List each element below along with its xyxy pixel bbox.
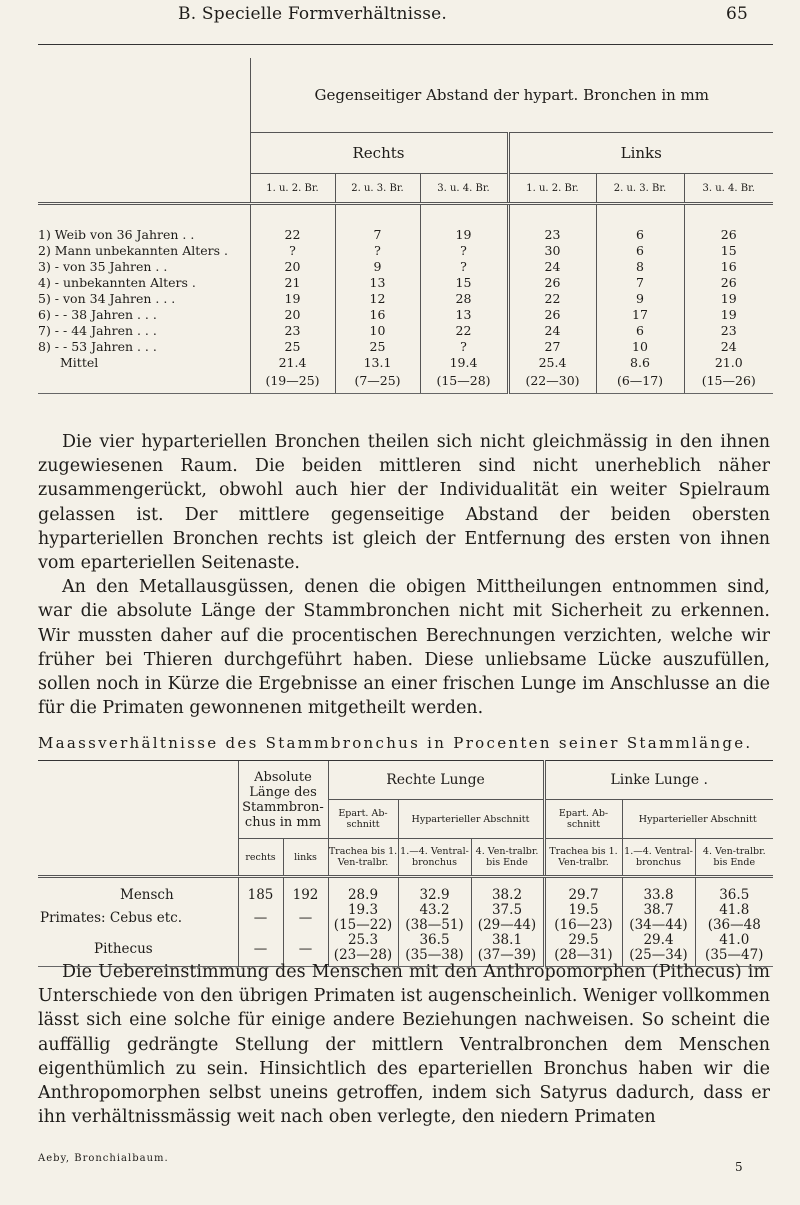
cell-value: 26 [684, 275, 773, 291]
body-text-1 [38, 430, 770, 720]
mittel-row [38, 355, 773, 373]
cell-value: 25.3 [328, 933, 398, 948]
cell-value: 33.8 [622, 877, 695, 904]
cell-value: 19 [684, 291, 773, 307]
mittel-value: 19.4 [420, 355, 508, 373]
cell-value: 23 [508, 204, 596, 244]
links-header: links [283, 839, 328, 877]
cell-value: 24 [508, 323, 596, 339]
row-label: 8) - - 53 Jahren . . . [38, 339, 157, 354]
abs-left: — [283, 903, 328, 933]
cell-value: 12 [335, 291, 420, 307]
range-value: (16—23) [544, 918, 622, 933]
cell-value: 9 [335, 259, 420, 275]
cell-value: ? [420, 243, 508, 259]
cell-value: 26 [684, 204, 773, 244]
cell-value: ? [420, 339, 508, 355]
table-row [38, 275, 773, 291]
cell-value: 41.0 [695, 933, 773, 948]
body-text-2 [38, 960, 770, 1129]
cell-value: 22 [420, 323, 508, 339]
absolute-length-header: Absolute Länge des Stammbron-chus in mm [238, 761, 328, 839]
cell-value: 16 [335, 307, 420, 323]
table2-stub [38, 761, 238, 877]
ventral-4-end-header: 4. Ven-tralbr. bis Ende [471, 839, 544, 877]
cell-value: 27 [508, 339, 596, 355]
abs-right: 185 [238, 877, 283, 904]
row-label: 1) Weib von 36 Jahren . . [38, 227, 195, 242]
abs-right: — [238, 903, 283, 933]
table-row [38, 877, 773, 904]
links-header: Links [508, 133, 773, 174]
cell-value: 16 [684, 259, 773, 275]
range-stub [38, 373, 250, 394]
cell-value: 36.5 [398, 933, 471, 948]
cell-value: 13 [335, 275, 420, 291]
ventral-1-4-header: 1.—4. Ventral-bronchus [622, 839, 695, 877]
range-value: (15—22) [328, 918, 398, 933]
cell-value: 19 [250, 291, 335, 307]
range-row [38, 373, 773, 394]
cell-value: ? [420, 259, 508, 275]
table-row [38, 243, 773, 259]
range-value: (15—28) [420, 373, 508, 394]
cell-value: 22 [508, 291, 596, 307]
cell-value: 29.4 [622, 933, 695, 948]
cell-value: 36.5 [695, 877, 773, 904]
cell-value: 38.1 [471, 933, 544, 948]
range-value: (37—39) [471, 948, 544, 967]
paragraph: Die Uebereinstimmung des Menschen mit den Anthropomorphen (Pithecus) im Unterschiede von den übrigen Primaten ist augenscheinlich. Weniger vollkommen lässt sich eine solche für einige andere Beziehungen nachweisen. So scheint die auffällig gedrängte Stellung der mittlern Ventralbronchen dem Menschen eigenthümlich zu sein. Hinsichtlich des eparteriellen Bronchus haben wir die Anthropomorphen selbst uneins getroffen, indem sich Satyrus dadurch, dass er ihn verhältnissmässig weit nach oben verlegte, den niedern Primaten [38, 962, 770, 1128]
epart-header-left: Epart. Ab-schnitt [544, 800, 622, 839]
cell-value: 41.8 [695, 903, 773, 918]
cell-value: 9 [596, 291, 684, 307]
table-row [38, 339, 773, 355]
table-row [38, 903, 773, 918]
range-value: (35—47) [695, 948, 773, 967]
subheader: 2. u. 3. Br. [335, 174, 420, 204]
trachea-header: Trachea bis 1. Ven-tralbr. [328, 839, 398, 877]
cell-value: 30 [508, 243, 596, 259]
cell-value: 7 [596, 275, 684, 291]
range-value: (6—17) [596, 373, 684, 394]
cell-value: 28.9 [328, 877, 398, 904]
cell-value: 10 [596, 339, 684, 355]
mittel-label: Mittel [60, 355, 99, 370]
table-row [38, 259, 773, 275]
left-lung-header: Linke Lunge . [544, 761, 773, 800]
subheader: 3. u. 4. Br. [684, 174, 773, 204]
row-label: 6) - - 38 Jahren . . . [38, 307, 157, 322]
row-label: 3) - von 35 Jahren . . [38, 259, 168, 274]
abs-left: 192 [283, 877, 328, 904]
subheader: 1. u. 2. Br. [250, 174, 335, 204]
cell-value: 28 [420, 291, 508, 307]
paragraph: An den Metallausgüssen, denen die obigen Mittheilungen entnommen sind, war die absolute Länge der Stammbronchen nicht mit Sicherheit zu erkennen. Wir mussten daher auf die procentischen Berechnungen verzichten, welche wir früher bei Thieren durchgeführt haben. Diese unliebsame Lücke auszufüllen, sollen noch in Kürze die Ergebnisse an einer frischen Lunge im Anschlusse an die für die Primaten gewonnenen mitgetheilt werden. [38, 577, 770, 719]
trachea-header: Trachea bis 1. Ven-tralbr. [544, 839, 622, 877]
table2-title: Maassverhältnisse des Stammbronchus in Procenten seiner Stammlänge. [38, 734, 753, 752]
range-value: (35—38) [398, 948, 471, 967]
abs-right: — [238, 933, 283, 967]
row-label: 5) - von 34 Jahren . . . [38, 291, 176, 306]
mittel-value: 21.4 [250, 355, 335, 373]
cell-value: 43.2 [398, 903, 471, 918]
signature-mark: 5 [735, 1160, 743, 1174]
right-lung-header: Rechte Lunge [328, 761, 544, 800]
table1-stub [38, 58, 250, 204]
table-row [38, 933, 773, 948]
abs-left: — [283, 933, 328, 967]
range-value: (29—44) [471, 918, 544, 933]
cell-value: 15 [684, 243, 773, 259]
cell-value: 32.9 [398, 877, 471, 904]
cell-value: 17 [596, 307, 684, 323]
cell-value: 26 [508, 275, 596, 291]
running-header [0, 0, 800, 30]
range-value: (15—26) [684, 373, 773, 394]
cell-value: 25 [335, 339, 420, 355]
rechts-header: rechts [238, 839, 283, 877]
range-value: (22—30) [508, 373, 596, 394]
hypart-header-right: Hyparterieller Abschnitt [398, 800, 544, 839]
cell-value: 19.3 [328, 903, 398, 918]
cell-value: ? [335, 243, 420, 259]
subheader: 3. u. 4. Br. [420, 174, 508, 204]
mittel-value: 13.1 [335, 355, 420, 373]
ventral-4-end-header: 4. Ven-tralbr. bis Ende [695, 839, 773, 877]
row-label: Pithecus [94, 941, 153, 957]
cell-value: 22 [250, 204, 335, 244]
mittel-value: 8.6 [596, 355, 684, 373]
ventral-1-4-header: 1.—4. Ventral-bronchus [398, 839, 471, 877]
epart-header-right: Epart. Ab-schnitt [328, 800, 398, 839]
cell-value: ? [250, 243, 335, 259]
cell-value: 21 [250, 275, 335, 291]
range-value: (7—25) [335, 373, 420, 394]
cell-value: 6 [596, 243, 684, 259]
table-row [38, 291, 773, 307]
range-value: (19—25) [250, 373, 335, 394]
subheader: 1. u. 2. Br. [508, 174, 596, 204]
cell-value: 29.7 [544, 877, 622, 904]
cell-value: 15 [420, 275, 508, 291]
cell-value: 26 [508, 307, 596, 323]
hypart-header-left: Hyparterieller Abschnitt [622, 800, 773, 839]
table-row [38, 307, 773, 323]
cell-value: 37.5 [471, 903, 544, 918]
cell-value: 7 [335, 204, 420, 244]
cell-value: 25 [250, 339, 335, 355]
cell-value: 6 [596, 323, 684, 339]
proportion-table [38, 760, 773, 967]
row-label: 7) - - 44 Jahren . . . [38, 323, 157, 338]
cell-value: 20 [250, 307, 335, 323]
range-value: (38—51) [398, 918, 471, 933]
range-value: (23—28) [328, 948, 398, 967]
cell-value: 19 [420, 204, 508, 244]
cell-value: 10 [335, 323, 420, 339]
row-label: 4) - unbekannten Alters . [38, 275, 196, 290]
range-value: (36—48 [695, 918, 773, 933]
range-value: (34—44) [622, 918, 695, 933]
footer-note: Aeby, Bronchialbaum. [38, 1153, 169, 1164]
row-label: Primates: Cebus etc. [40, 909, 183, 926]
cell-value: 19 [684, 307, 773, 323]
range-value: (28—31) [544, 948, 622, 967]
running-title: B. Specielle Formverhältnisse. [178, 4, 448, 24]
page-number: 65 [725, 4, 748, 24]
range-value: (25—34) [622, 948, 695, 967]
table1-caption: Gegenseitiger Abstand der hypart. Bronchen in mm [250, 58, 773, 133]
mittel-value: 21.0 [684, 355, 773, 373]
cell-value: 24 [508, 259, 596, 275]
rechts-header: Rechts [250, 133, 508, 174]
cell-value: 24 [684, 339, 773, 355]
row-label: 2) Mann unbekannten Alters . [38, 243, 228, 258]
cell-value: 20 [250, 259, 335, 275]
distance-table [38, 58, 773, 394]
cell-value: 19.5 [544, 903, 622, 918]
cell-value: 13 [420, 307, 508, 323]
cell-value: 38.7 [622, 903, 695, 918]
cell-value: 23 [250, 323, 335, 339]
table-row [38, 204, 773, 244]
header-rule [38, 44, 773, 45]
mittel-value: 25.4 [508, 355, 596, 373]
row-label: Mensch [120, 887, 174, 903]
paragraph: Die vier hyparteriellen Bronchen theilen sich nicht gleichmässig in den ihnen zugewiesenen Raum. Die beiden mittleren sind nicht unerheblich näher zusammengerückt, obwohl auch hier der Individualität ein weiter Spielraum gelassen ist. Der mittlere gegenseitige Abstand der beiden obersten hyparteriellen Bronchen rechts ist gleich der Entfernung des ersten von ihnen vom eparteriellen Seitenaste. [38, 432, 770, 574]
subheader: 2. u. 3. Br. [596, 174, 684, 204]
cell-value: 23 [684, 323, 773, 339]
cell-value: 38.2 [471, 877, 544, 904]
table-row [38, 323, 773, 339]
cell-value: 6 [596, 204, 684, 244]
cell-value: 8 [596, 259, 684, 275]
cell-value: 29.5 [544, 933, 622, 948]
